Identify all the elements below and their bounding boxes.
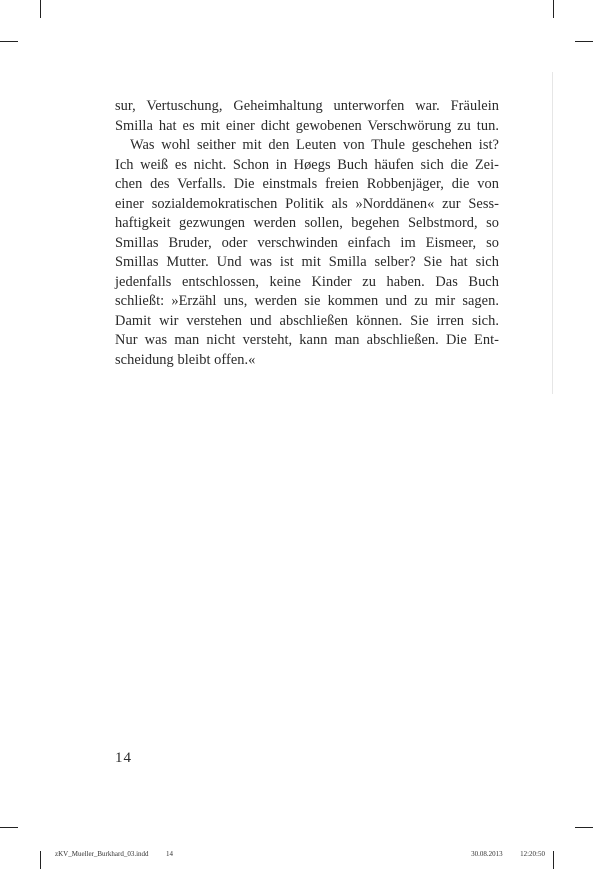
text-line: Damit wir verstehen und abschließen können. Sie irren sich. (115, 312, 499, 329)
text-line: Nur was man nicht versteht, kann man abschließen. Die Ent- (115, 332, 499, 348)
crop-mark-bottom-left (40, 851, 41, 869)
text-line: Ich weiß es nicht. Schon in Høegs Buch häufen sich die Zei- (115, 156, 499, 173)
crop-mark-left-top (0, 41, 18, 42)
body-text (115, 97, 499, 370)
slug-page: 14 (166, 850, 174, 858)
text-line: Smilla hat es mit einer dicht gewobenen Verschwörung zu tun. (115, 117, 499, 134)
crop-mark-top-right (553, 0, 554, 18)
page-number: 14 (115, 750, 132, 766)
slug-date: 30.08.2013 (471, 850, 503, 858)
text-line: Was wohl seither mit den Leuten von Thule geschehen ist? (130, 137, 499, 153)
crop-mark-right-top (575, 41, 593, 42)
slug-filename: zKV_Mueller_Burkhard_03.indd (55, 850, 149, 858)
text-line: jedenfalls entschlossen, keine Kinder zu haben. Das Buch (115, 273, 499, 290)
text-line: Smillas Bruder, oder verschwinden einfach im Eismeer, so (115, 234, 499, 251)
print-slug-file (55, 850, 173, 858)
text-line: chen des Verfalls. Die einstmals freien Robbenjäger, die von (115, 176, 499, 192)
text-line: schließt: »Erzähl uns, werden sie kommen und zu mir sagen. (115, 293, 499, 309)
crop-mark-bottom-right (553, 851, 554, 869)
crop-mark-left-bottom (0, 827, 18, 828)
text-line: Smillas Mutter. Und was ist mit Smilla selber? Sie hat sich (115, 254, 499, 270)
crop-mark-right-bottom (575, 827, 593, 828)
text-line: scheidung bleibt offen.« (115, 351, 256, 368)
text-line: einer sozialdemokratischen Politik als »Norddänen« zur Sess- (115, 195, 499, 212)
page-edge-line (552, 72, 553, 394)
print-slug-timestamp (471, 850, 545, 858)
crop-mark-top-left (40, 0, 41, 18)
slug-time: 12:20:50 (520, 850, 545, 858)
text-line: sur, Vertuschung, Geheimhaltung unterworfen war. Fräulein (115, 98, 499, 114)
text-line: haftigkeit gezwungen werden sollen, begehen Selbstmord, so (115, 215, 499, 231)
